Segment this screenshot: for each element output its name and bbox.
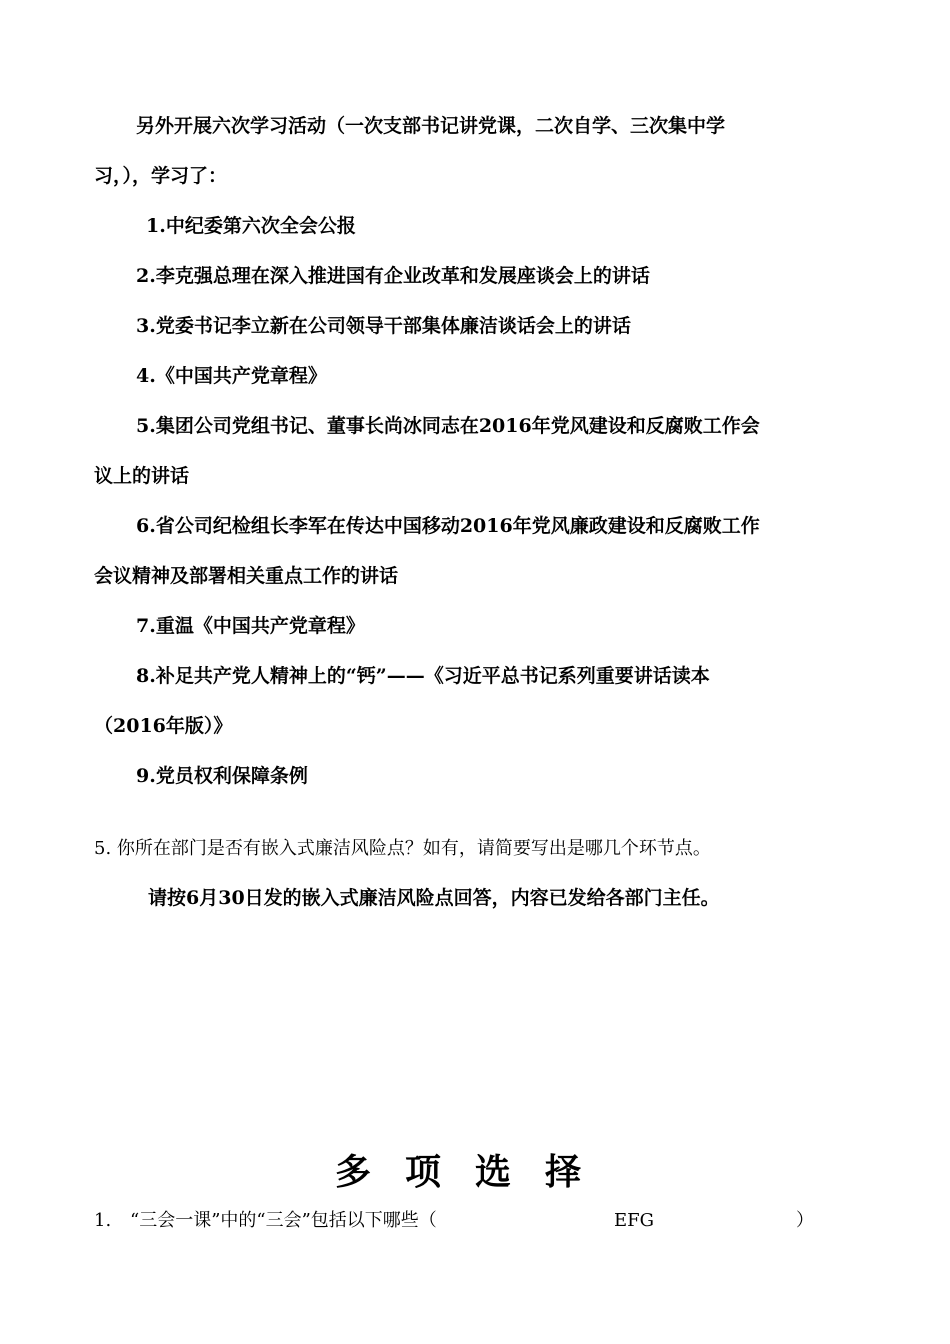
section-heading: 多项选择 [334, 1151, 615, 1193]
intro-line-1: 另外开展六次学习活动（一次支部书记讲党课，二次自学、三次集中学 [136, 115, 726, 137]
list-item: 9.党员权利保障条例 [136, 765, 308, 787]
list-item: 5.集团公司党组书记、董事长尚冰同志在2016年党风建设和反腐败工作会 [136, 415, 760, 437]
mc-question-1-close: ） [796, 1210, 814, 1231]
list-item-continuation: 会议精神及部署相关重点工作的讲话 [94, 565, 399, 587]
mc-question-1-number: 1. [94, 1210, 112, 1231]
list-item: 4.《中国共产党章程》 [136, 365, 327, 387]
mc-question-1-text: “三会一课”中的“三会”包括以下哪些（ [130, 1210, 437, 1231]
list-item: 1.中纪委第六次全会公报 [146, 215, 356, 237]
mc-question-1-answer: EFG [614, 1210, 655, 1231]
list-item-continuation: 议上的讲话 [94, 465, 190, 487]
list-item: 6.省公司纪检组长李军在传达中国移动2016年党风廉政建设和反腐败工作 [136, 515, 760, 537]
list-item: 8.补足共产党人精神上的“钙”——《习近平总书记系列重要讲话读本 [136, 665, 710, 687]
intro-line-2: 习，），学习了： [94, 165, 228, 187]
list-item-continuation: （2016年版）》 [94, 715, 233, 737]
question-5-text: 5. 你所在部门是否有嵌入式廉洁风险点？如有，请简要写出是哪几个环节点。 [94, 838, 711, 859]
list-item: 2.李克强总理在深入推进国有企业改革和发展座谈会上的讲话 [136, 265, 650, 287]
list-item: 3.党委书记李立新在公司领导干部集体廉洁谈话会上的讲话 [136, 315, 631, 337]
list-item: 7.重温《中国共产党章程》 [136, 615, 365, 637]
question-5-answer: 请按6月30日发的嵌入式廉洁风险点回答，内容已发给各部门主任。 [148, 887, 720, 909]
